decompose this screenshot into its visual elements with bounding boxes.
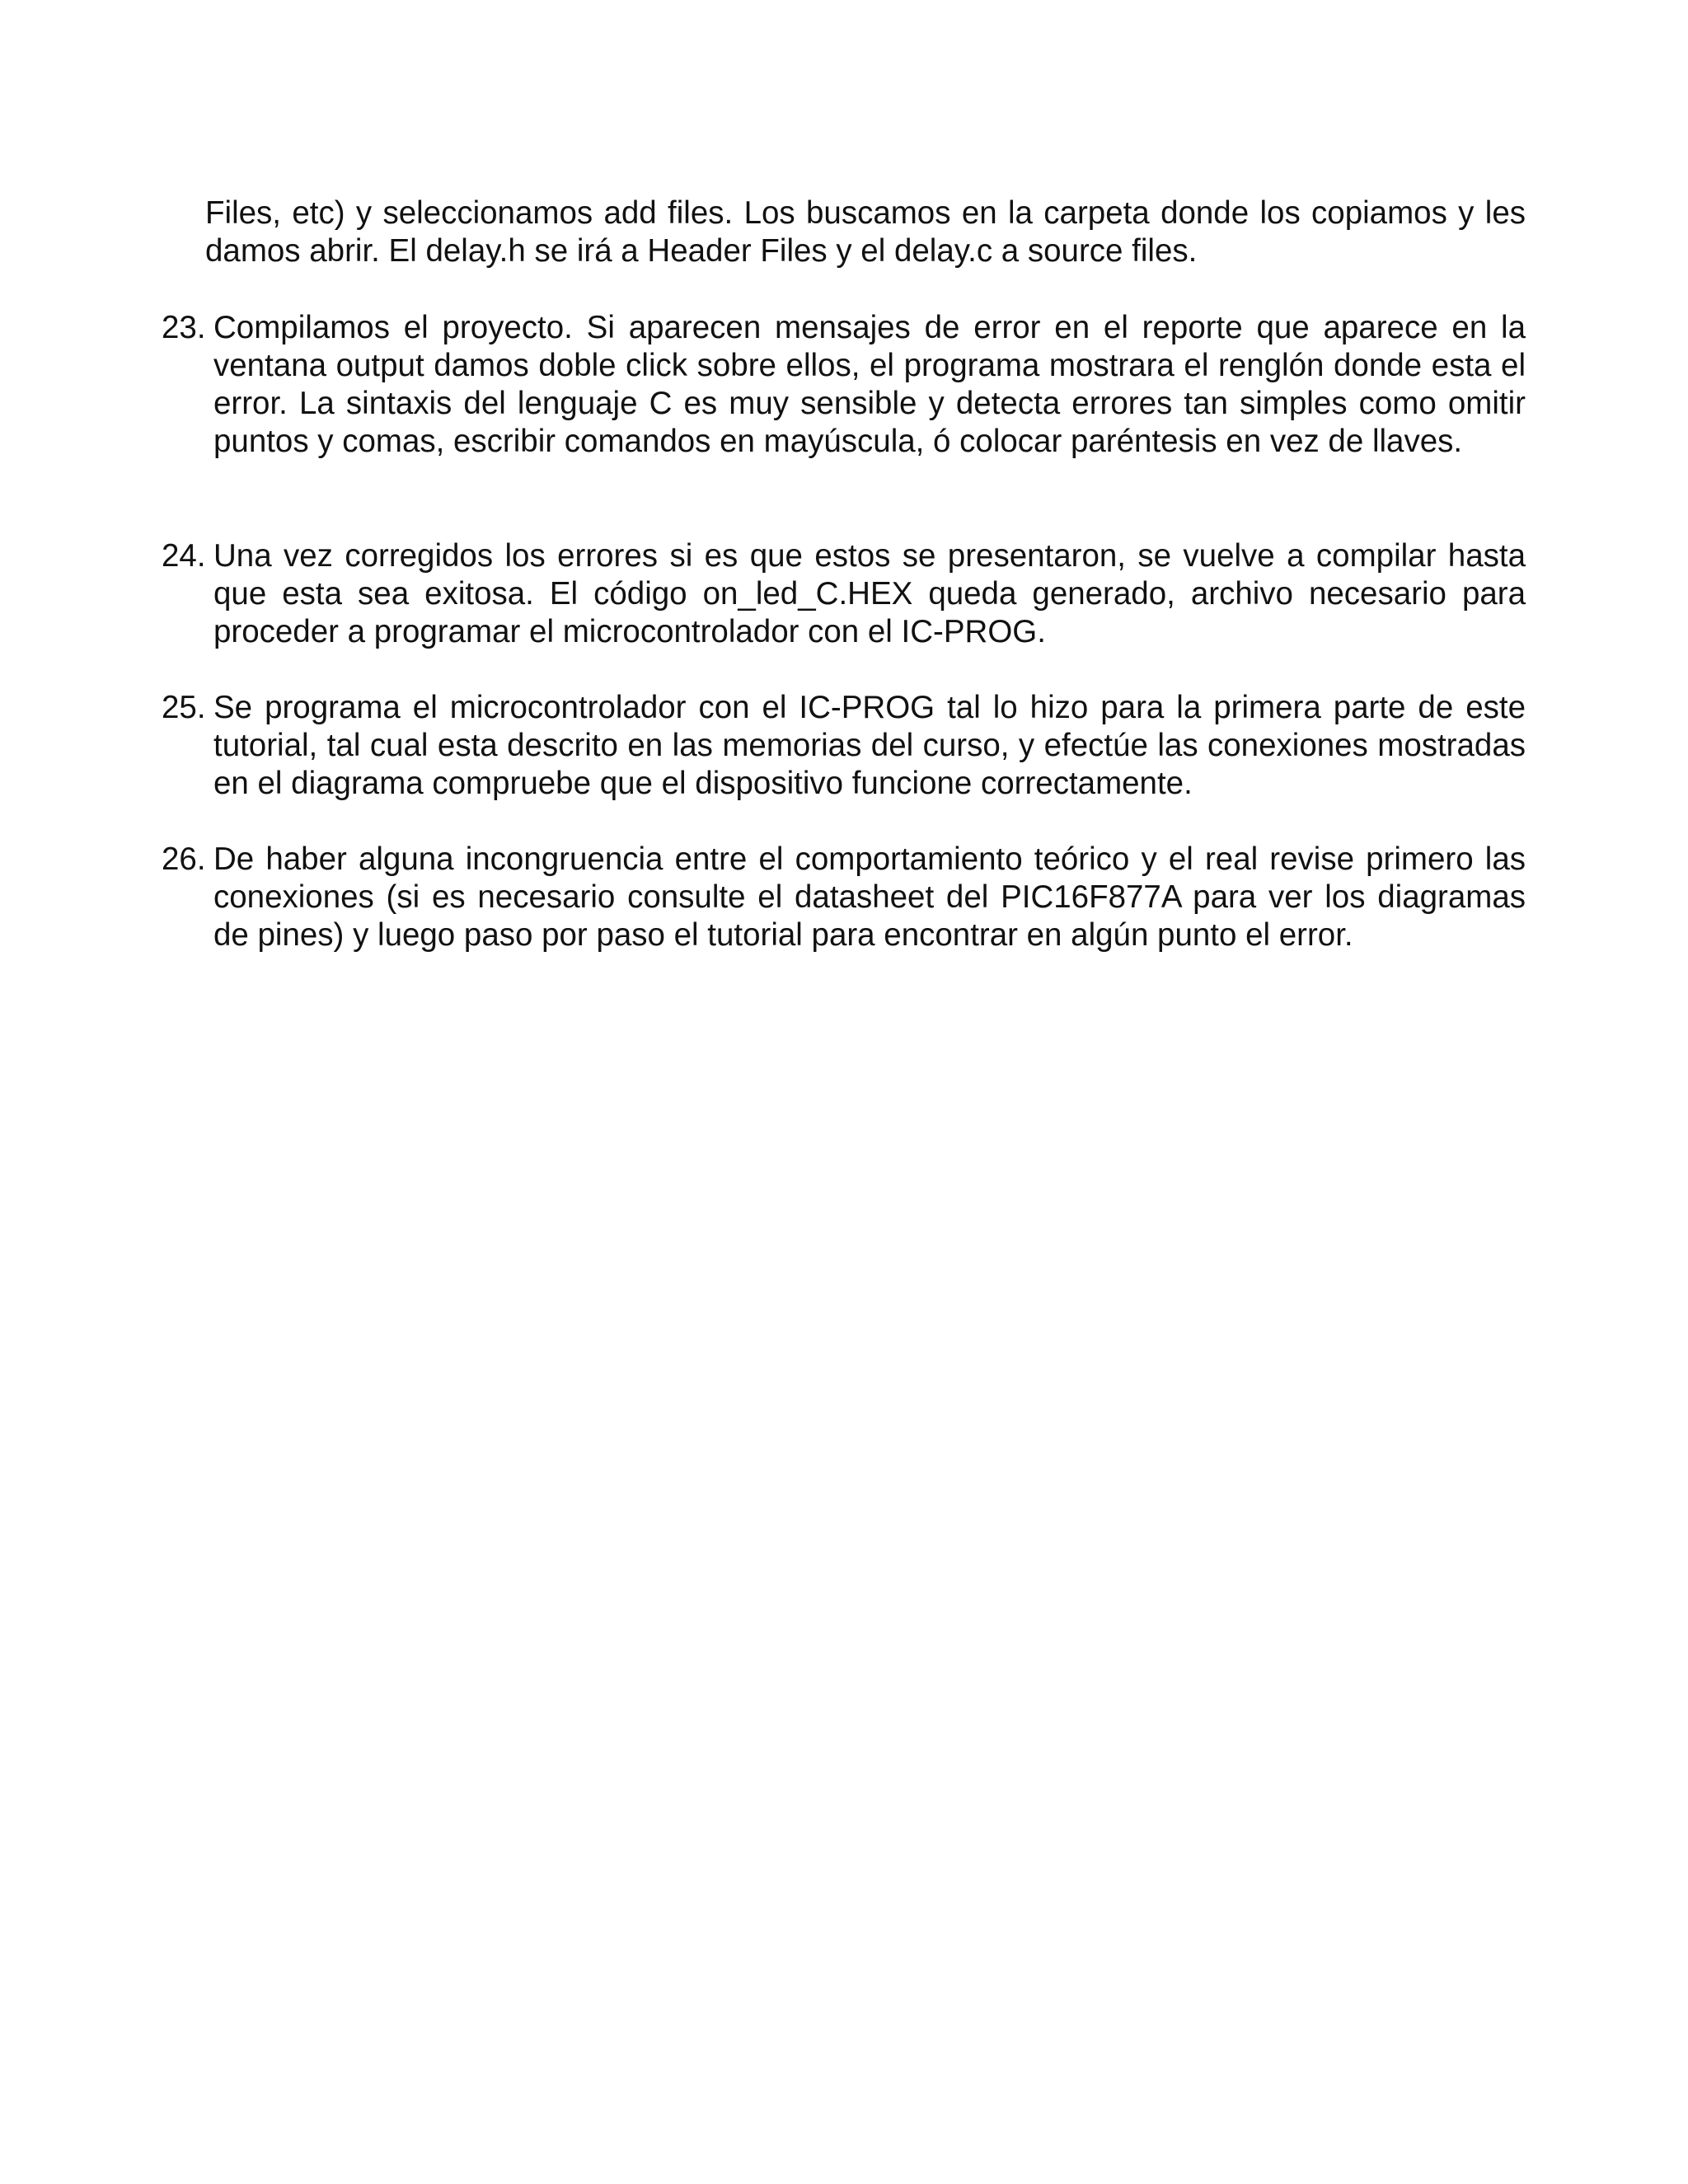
list-item-number: 23. [162,310,206,345]
list-item-number: 24. [162,538,206,574]
list-item-23 [162,309,1526,461]
list-item-text: De haber alguna incongruencia entre el comportamiento teórico y el real revise primero las conexiones (si es necesario consulte el datasheet del PIC16F877A para ver los diagramas de pines) y luego paso por paso el tutorial para encontrar en algún punto el error. [213,841,1526,953]
list-item-24 [162,537,1526,651]
continuation-paragraph: Files, etc) y seleccionamos add files. Los buscamos en la carpeta donde los copiamos y les damos abrir. El delay.h se irá a Header Files y el delay.c a source files. [205,195,1526,269]
list-item-text: Se programa el microcontrolador con el IC-PROG tal lo hizo para la primera parte de este tutorial, tal cual esta descrito en las memorias del curso, y efectúe las conexiones mostradas en el diagrama compruebe que el dispositivo funcione correctamente. [213,690,1526,801]
list-item-text: Compilamos el proyecto. Si aparecen mensajes de error en el reporte que aparece en la ventana output damos doble click sobre ellos, el programa mostrara el renglón donde esta el error. La sintaxis del lenguaje C es muy sensible y detecta errores tan simples como omitir puntos y comas, escribir comandos en mayúscula, ó colocar paréntesis en vez de llaves. [213,310,1526,459]
list-item-26 [162,841,1526,954]
list-item-number: 26. [162,841,206,877]
list-item-number: 25. [162,690,206,725]
list-item-25 [162,689,1526,803]
list-item-text: Una vez corregidos los errores si es que estos se presentaron, se vuelve a compilar hasta que esta sea exitosa. El código on_led_C.HEX queda generado, archivo necesario para proceder a programar el microcontrolador con el IC-PROG. [213,538,1526,649]
